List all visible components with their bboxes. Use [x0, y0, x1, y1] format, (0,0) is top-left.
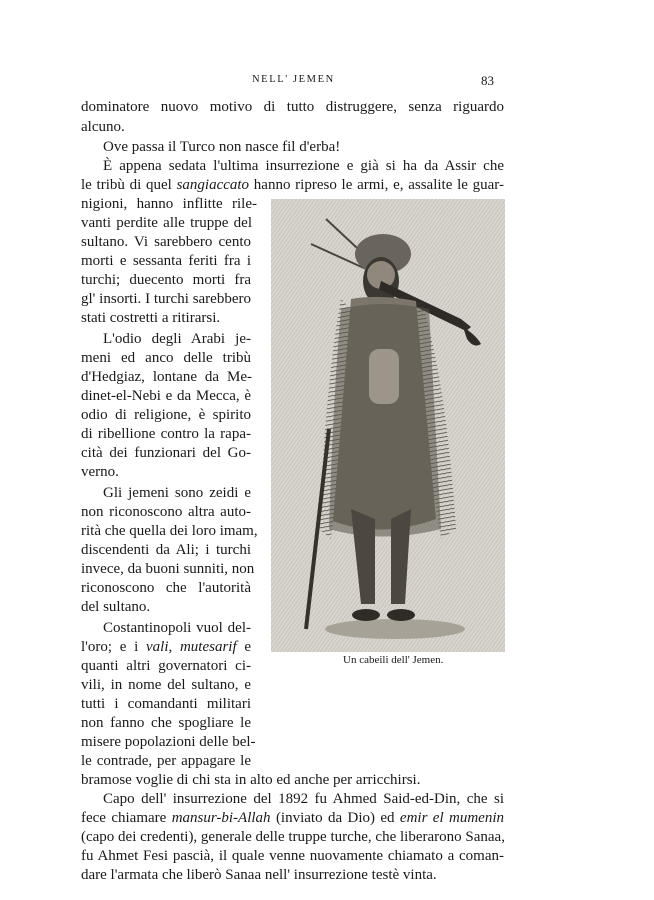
text-line: (capo dei credenti), generale delle truppe turche, che liberarono Sanaa,: [81, 829, 505, 845]
running-header: NELL' JEMEN: [252, 74, 335, 85]
text-run: l'oro; e i: [81, 639, 146, 655]
text-line: riconoscono che l'autorità: [81, 580, 251, 596]
text-line: fu Ahmet Fesi pascià, il quale venne nuovamente chiamato a coman-: [81, 848, 504, 864]
text-line: bramose voglie di chi sta in alto ed anche per arricchirsi.: [81, 772, 421, 788]
text-line: quanti altri governatori ci-: [81, 658, 251, 674]
italic-term: mansur-bi-Allah: [171, 810, 271, 826]
text-line: [81, 176, 504, 195]
text-line: non riconoscono altra auto-: [81, 504, 251, 520]
text-line: tutti i comandanti militari: [81, 696, 251, 712]
text-line: dinet-el-Nebi e da Mecca, è: [81, 388, 251, 404]
text-line: gl' insorti. I turchi sarebbero: [81, 291, 251, 307]
text-line: d'Hedgiaz, lontane da Me-: [81, 369, 252, 385]
text-line: vili, in nome del sultano, e: [81, 677, 251, 693]
text-line: Ove passa il Turco non nasce fil d'erba!: [103, 139, 341, 155]
text-line: del sultano.: [81, 599, 151, 615]
text-line: Gli jemeni sono zeidi e: [103, 485, 251, 501]
engraving-illustration: [271, 199, 505, 652]
text-line: È appena sedata l'ultima insurrezione e già si ha da Assir che: [103, 158, 504, 174]
text-line: [81, 638, 251, 657]
text-line: odio di religione, è spirito: [81, 407, 251, 423]
text-line: Capo dell' insurrezione del 1892 fu Ahmed Said-ed-Din, che si: [103, 791, 504, 807]
text-line: le contrade, per appagare le: [81, 753, 251, 769]
figure-caption: Un cabeili dell' Jemen.: [343, 654, 444, 666]
italic-term: vali: [146, 639, 169, 655]
text-line: sultano. Vi sarebbero cento: [81, 234, 251, 250]
yemeni-man-figure: [271, 199, 505, 652]
text-run: hanno ripreso le armi, e, assalite le guar-: [249, 177, 504, 193]
text-line: meni ed anco delle tribù: [81, 350, 251, 366]
text-line: alcuno.: [81, 119, 125, 135]
text-line: dominatore nuovo motivo di tutto distruggere, senza riguardo: [81, 99, 504, 115]
text-line: morti e sessanta feriti fra i: [81, 253, 251, 269]
italic-term: mutesarif: [179, 639, 237, 655]
text-run: fece chiamare: [81, 810, 172, 826]
text-run: le tribù di quel: [81, 177, 177, 193]
text-line: vanti perdite alle truppe del: [81, 215, 252, 231]
text-line: dare l'armata che liberò Sanaa nell' insurrezione testè vinta.: [81, 867, 437, 883]
text-line: Costantinopoli vuol del-: [103, 620, 251, 636]
text-line: L'odio degli Arabi je-: [103, 331, 251, 347]
text-line: non fanno che spogliare le: [81, 715, 251, 731]
text-run: ,: [168, 639, 180, 655]
text-line: turchi; duecento morti fra: [81, 272, 251, 288]
text-run: (inviato da Dio) ed: [270, 810, 400, 826]
page-number: 83: [481, 73, 494, 88]
text-line: rità che quella dei loro imam,: [81, 523, 258, 539]
italic-term: emir el mumenin: [399, 810, 504, 826]
text-line: verno.: [81, 464, 119, 480]
text-line: [81, 809, 504, 828]
text-line: discendenti da Ali; i turchi: [81, 542, 251, 558]
text-line: cità dei funzionari del Go-: [81, 445, 251, 461]
text-line: misere popolazioni delle bel-: [81, 734, 256, 750]
text-line: di ribellione contro la rapa-: [81, 426, 251, 442]
text-line: nigioni, hanno inflitte rile-: [81, 196, 257, 212]
italic-term: sangiaccato: [176, 177, 250, 193]
text-line: stati costretti a ritirarsi.: [81, 310, 221, 326]
text-run: e: [236, 639, 252, 655]
text-line: invece, da buoni sunniti, non: [81, 561, 255, 577]
